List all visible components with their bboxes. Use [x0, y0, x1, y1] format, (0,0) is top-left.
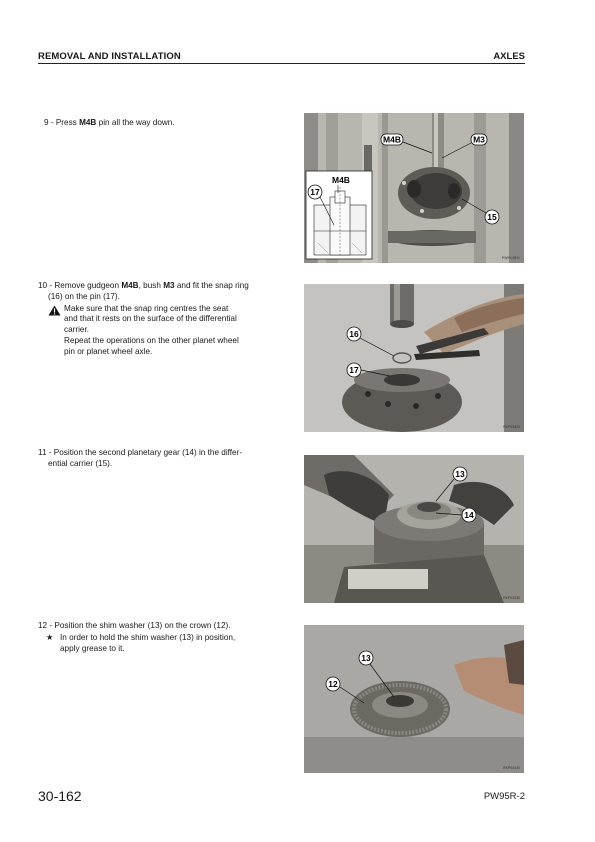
- step-12: [38, 621, 288, 654]
- figure-label: 17: [310, 187, 320, 197]
- warning-triangle-icon: [48, 304, 64, 358]
- step-number: 12 -: [38, 621, 53, 630]
- step-number: 10 -: [38, 281, 53, 290]
- figure-code: RKP03420: [503, 425, 520, 429]
- figure-shim-washer: [304, 625, 524, 773]
- step-text: and fit the snap ring: [174, 281, 249, 290]
- figure-planetary-gear: [304, 455, 524, 603]
- step-text: Press: [55, 118, 80, 127]
- header-rule: [38, 63, 525, 64]
- note-line: and that it rests on the surface of the differential: [64, 314, 237, 324]
- figure-press-pin: [304, 113, 524, 263]
- figure-label: 13: [455, 469, 465, 479]
- tip-note: [38, 633, 288, 655]
- figure-code: RKP03430: [503, 596, 520, 600]
- star-icon: ★: [46, 632, 54, 642]
- header-chapter-title: AXLES: [493, 51, 525, 62]
- figure-label: 14: [464, 510, 474, 520]
- note-line: apply grease to it.: [60, 643, 125, 653]
- step-10: [38, 281, 288, 358]
- step-text: pin all the way down.: [96, 118, 175, 127]
- step-text: Position the second planetary gear (14) in the differ-: [53, 448, 243, 457]
- step-bold-term: M4B: [121, 281, 139, 290]
- note-line: In order to hold the shim washer (13) in position,: [60, 632, 236, 642]
- note-line: pin or planet wheel axle.: [64, 346, 153, 356]
- figure-code: RKP03440: [503, 766, 520, 770]
- figure-snap-ring: [304, 284, 524, 432]
- figure-code: PW95-0811: [501, 256, 520, 260]
- step-text: ential carrier (15).: [48, 458, 113, 468]
- figure-label: M3: [473, 134, 485, 145]
- header-section-title: REMOVAL AND INSTALLATION: [38, 51, 181, 62]
- figure-label: 17: [349, 365, 359, 375]
- figure-label: 15: [487, 212, 497, 222]
- step-number: 9 -: [44, 118, 54, 127]
- figure-label: M4B: [332, 175, 350, 185]
- step-9: [38, 118, 288, 129]
- step-text: Position the shim washer (13) on the crown (12).: [54, 621, 231, 630]
- step-bold-term: M4B: [79, 118, 97, 127]
- step-text: , bush: [138, 281, 164, 290]
- step-number: 11 -: [38, 448, 52, 457]
- figure-label: 16: [349, 329, 359, 339]
- step-text: (16) on the pin (17).: [48, 291, 120, 301]
- step-11: [38, 448, 288, 470]
- step-bold-term: M3: [163, 281, 175, 290]
- figure-label: 13: [361, 653, 371, 663]
- page-number: 30-162: [38, 788, 82, 804]
- note-line: Make sure that the snap ring centres the seat: [64, 303, 229, 313]
- figure-label: M4B: [383, 134, 401, 145]
- figure-label: 12: [328, 679, 338, 689]
- model-code: PW95R-2: [483, 791, 525, 802]
- note-line: Repeat the operations on the other planet wheel: [64, 335, 239, 345]
- note-line: carrier.: [64, 325, 90, 335]
- warning-note: [38, 304, 288, 358]
- step-text: Remove gudgeon: [54, 281, 122, 290]
